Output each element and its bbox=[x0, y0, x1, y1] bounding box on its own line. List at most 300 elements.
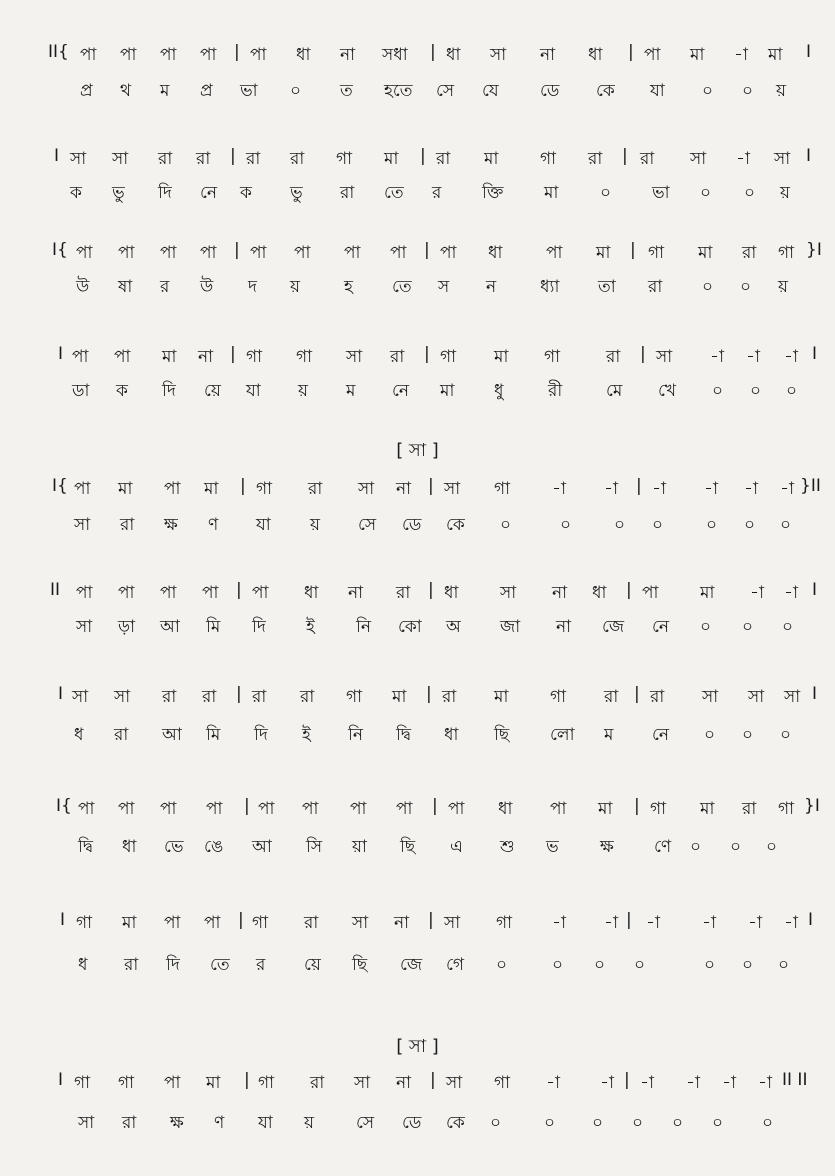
syllable: যা bbox=[246, 381, 261, 401]
syllable: সে bbox=[358, 515, 377, 535]
syllable: ক্ষ bbox=[600, 837, 614, 857]
syllable: ০ bbox=[766, 837, 778, 857]
lyrics-line bbox=[0, 180, 835, 212]
notation-line bbox=[0, 910, 835, 942]
syllable: কো bbox=[398, 617, 422, 637]
syllable: ০ bbox=[634, 955, 646, 975]
syllable: ০ bbox=[614, 515, 626, 535]
syllable: ত bbox=[340, 81, 353, 101]
note: গা bbox=[650, 799, 667, 819]
syllable: ০ bbox=[690, 837, 702, 857]
syllable: জে bbox=[602, 617, 625, 637]
bar-symbol: II{ bbox=[48, 42, 69, 62]
note: গা bbox=[336, 149, 353, 169]
note: গা bbox=[778, 243, 795, 263]
bar-symbol: | bbox=[622, 146, 628, 166]
note: -া bbox=[604, 913, 618, 933]
note: মা bbox=[698, 243, 713, 263]
syllable: দ্বি bbox=[396, 725, 411, 745]
note: না bbox=[348, 583, 364, 603]
note: রা bbox=[252, 687, 267, 707]
note: রা bbox=[290, 149, 305, 169]
syllable: ০ bbox=[702, 81, 714, 101]
note: পা bbox=[546, 243, 563, 263]
notation-line bbox=[0, 796, 835, 828]
syllable: গে bbox=[446, 955, 465, 975]
syllable: ০ bbox=[742, 955, 754, 975]
bar-symbol: I bbox=[812, 580, 818, 600]
syllable: রা bbox=[120, 515, 135, 535]
bar-symbol: I bbox=[58, 1070, 64, 1090]
syllable: সা bbox=[76, 617, 93, 637]
syllable: ০ bbox=[780, 725, 792, 745]
lyrics-line bbox=[0, 378, 835, 410]
bar-symbol: | bbox=[426, 684, 432, 704]
syllable: ভে bbox=[164, 837, 184, 857]
syllable: অ bbox=[446, 617, 461, 637]
note: মা bbox=[162, 347, 177, 367]
note: গা bbox=[496, 913, 513, 933]
note: পা bbox=[644, 45, 661, 65]
bar-symbol: | bbox=[430, 1070, 436, 1090]
notation-line bbox=[0, 684, 835, 716]
notation-line bbox=[0, 240, 835, 272]
syllable: ০ bbox=[552, 955, 564, 975]
note: রা bbox=[202, 687, 217, 707]
syllable: ক্ষ bbox=[164, 515, 178, 535]
syllable: মে bbox=[606, 381, 623, 401]
note: ধা bbox=[446, 45, 461, 65]
note: সা bbox=[774, 149, 791, 169]
syllable: সা bbox=[78, 1113, 95, 1133]
note: সধা bbox=[382, 45, 408, 65]
bar-symbol: | bbox=[234, 240, 240, 260]
syllable: ছি bbox=[352, 955, 368, 975]
syllable: ০ bbox=[780, 515, 792, 535]
syllable: ছি bbox=[494, 725, 510, 745]
note: মা bbox=[690, 45, 705, 65]
syllable: দ bbox=[248, 277, 257, 297]
lyrics-line bbox=[0, 1110, 835, 1142]
syllable: ০ bbox=[778, 955, 790, 975]
syllable: মি bbox=[206, 725, 221, 745]
syllable: দ্বি bbox=[78, 837, 93, 857]
note: রা bbox=[308, 479, 323, 499]
syllable: রা bbox=[124, 955, 139, 975]
bar-symbol: | bbox=[236, 580, 242, 600]
note: পা bbox=[440, 243, 457, 263]
note: পা bbox=[350, 799, 367, 819]
note: পা bbox=[164, 479, 181, 499]
note: গা bbox=[494, 479, 511, 499]
syllable: য় bbox=[310, 515, 321, 535]
note: পা bbox=[642, 583, 659, 603]
syllable: ক bbox=[240, 183, 252, 203]
lyrics-line bbox=[0, 722, 835, 754]
note: গা bbox=[296, 347, 313, 367]
syllable: মা bbox=[544, 183, 559, 203]
note: পা bbox=[72, 347, 89, 367]
note: না bbox=[552, 583, 568, 603]
syllable: য়া bbox=[352, 837, 367, 857]
note: সা bbox=[500, 583, 517, 603]
syllable: কে bbox=[446, 1113, 465, 1133]
syllable: ম bbox=[160, 81, 170, 101]
note: সা bbox=[112, 149, 129, 169]
note: মা bbox=[484, 149, 499, 169]
notation-line bbox=[0, 580, 835, 612]
note: সা bbox=[748, 687, 765, 707]
syllable: ০ bbox=[704, 725, 716, 745]
syllable: ০ bbox=[712, 1113, 724, 1133]
note: রা bbox=[436, 149, 451, 169]
bar-symbol: | bbox=[626, 910, 632, 930]
bar-symbol: I bbox=[812, 344, 818, 364]
syllable: ০ bbox=[560, 515, 572, 535]
note: রা bbox=[246, 149, 261, 169]
note: মা bbox=[122, 913, 137, 933]
bar-symbol: | bbox=[634, 684, 640, 704]
note: গা bbox=[778, 799, 795, 819]
bar-symbol: | bbox=[420, 146, 426, 166]
note: -া bbox=[736, 149, 750, 169]
syllable: ড়া bbox=[118, 617, 136, 637]
syllable: ০ bbox=[700, 617, 712, 637]
syllable: স bbox=[438, 277, 450, 297]
note: -া bbox=[710, 347, 724, 367]
note: -া bbox=[546, 1073, 560, 1093]
syllable: দি bbox=[166, 955, 180, 975]
syllable: আ bbox=[160, 617, 180, 637]
note: সা bbox=[784, 687, 801, 707]
bar-symbol: | bbox=[240, 476, 246, 496]
syllable: ০ bbox=[706, 515, 718, 535]
syllable: ভ bbox=[546, 837, 559, 857]
syllable: য় bbox=[776, 81, 787, 101]
syllable: ই bbox=[302, 725, 311, 745]
notation-line bbox=[0, 146, 835, 178]
note: ধা bbox=[444, 583, 459, 603]
syllable: ভু bbox=[290, 183, 303, 203]
bar-symbol: I bbox=[806, 146, 812, 166]
note: মা bbox=[392, 687, 407, 707]
notation-line bbox=[0, 1070, 835, 1102]
syllable: ০ bbox=[786, 381, 798, 401]
note: গা bbox=[440, 347, 457, 367]
note: ধা bbox=[588, 45, 603, 65]
note: সা bbox=[354, 1073, 371, 1093]
syllable: ০ bbox=[544, 1113, 556, 1133]
note: গা bbox=[256, 479, 273, 499]
note: পা bbox=[200, 243, 217, 263]
note: পা bbox=[250, 45, 267, 65]
syllable: ম bbox=[604, 725, 614, 745]
note: রা bbox=[158, 149, 173, 169]
syllable: রা bbox=[340, 183, 355, 203]
syllable: ডে bbox=[402, 515, 422, 535]
syllable: দি bbox=[252, 617, 266, 637]
note: সা bbox=[444, 479, 461, 499]
note: সা bbox=[656, 347, 673, 367]
syllable: ০ bbox=[744, 515, 756, 535]
bar-symbol: I{ bbox=[56, 796, 72, 816]
syllable: উ bbox=[200, 277, 214, 297]
note: মা bbox=[494, 687, 509, 707]
note: পা bbox=[294, 243, 311, 263]
note: পা bbox=[114, 347, 131, 367]
syllable: ০ bbox=[500, 515, 512, 535]
syllable: এ bbox=[450, 837, 463, 857]
note: সা bbox=[690, 149, 707, 169]
syllable: থ bbox=[120, 81, 132, 101]
note: মা bbox=[768, 45, 783, 65]
syllable: হতে bbox=[384, 81, 413, 101]
syllable: নি bbox=[348, 725, 364, 745]
bar-symbol: | bbox=[624, 1070, 630, 1090]
note: মা bbox=[598, 799, 613, 819]
bar-symbol: | bbox=[230, 146, 236, 166]
syllable: নে bbox=[652, 617, 670, 637]
section-marker: [ সা ] bbox=[396, 1036, 439, 1057]
syllable: নে bbox=[392, 381, 410, 401]
bar-symbol: }II bbox=[800, 476, 821, 496]
note: ধা bbox=[488, 243, 503, 263]
syllable: য় bbox=[298, 381, 309, 401]
note: গা bbox=[494, 1073, 511, 1093]
bar-symbol: | bbox=[424, 240, 430, 260]
note: পা bbox=[390, 243, 407, 263]
note: পা bbox=[344, 243, 361, 263]
syllable: দি bbox=[158, 183, 172, 203]
syllable: ক bbox=[70, 183, 82, 203]
bar-symbol: I bbox=[58, 684, 64, 704]
syllable: মি bbox=[206, 617, 221, 637]
syllable: মা bbox=[440, 381, 455, 401]
note: রা bbox=[310, 1073, 325, 1093]
note: পা bbox=[80, 45, 97, 65]
note: পা bbox=[160, 45, 177, 65]
note: রা bbox=[742, 799, 757, 819]
syllable: ০ bbox=[712, 381, 724, 401]
note: পা bbox=[250, 243, 267, 263]
note: -া bbox=[704, 479, 718, 499]
note: সা bbox=[70, 149, 87, 169]
syllable: ০ bbox=[652, 515, 664, 535]
note: মা bbox=[384, 149, 399, 169]
syllable: ডে bbox=[402, 1113, 422, 1133]
note: পা bbox=[164, 1073, 181, 1093]
bar-symbol: | bbox=[238, 910, 244, 930]
note: ধা bbox=[592, 583, 607, 603]
bar-symbol: | bbox=[244, 796, 250, 816]
syllable: ০ bbox=[762, 1113, 774, 1133]
note: -া bbox=[744, 479, 758, 499]
syllable: যা bbox=[650, 81, 665, 101]
notation-line bbox=[0, 42, 835, 74]
bar-symbol: | bbox=[636, 476, 642, 496]
note: পা bbox=[118, 583, 135, 603]
syllable: যা bbox=[256, 515, 271, 535]
note: গা bbox=[246, 347, 263, 367]
note: সা bbox=[358, 479, 375, 499]
syllable: ০ bbox=[702, 277, 714, 297]
bar-symbol: II II bbox=[782, 1070, 808, 1090]
note: পা bbox=[202, 583, 219, 603]
bar-symbol: I bbox=[806, 42, 812, 62]
syllable: ঙে bbox=[204, 837, 224, 857]
lyrics-line bbox=[0, 512, 835, 544]
syllable: ০ bbox=[742, 725, 754, 745]
syllable: কে bbox=[596, 81, 615, 101]
note: পা bbox=[204, 913, 221, 933]
bar-symbol: | bbox=[234, 42, 240, 62]
syllable: ০ bbox=[592, 1113, 604, 1133]
note: মা bbox=[596, 243, 611, 263]
syllable: তা bbox=[598, 277, 616, 297]
syllable: ক্তি bbox=[482, 183, 504, 203]
note: গা bbox=[648, 243, 665, 263]
syllable: ০ bbox=[740, 277, 752, 297]
note: -া bbox=[702, 913, 716, 933]
syllable: ভা bbox=[240, 81, 258, 101]
syllable: র bbox=[432, 183, 442, 203]
note: পা bbox=[550, 799, 567, 819]
syllable: রা bbox=[114, 725, 129, 745]
syllable: রা bbox=[122, 1113, 137, 1133]
syllable: যা bbox=[258, 1113, 273, 1133]
note: সা bbox=[114, 687, 131, 707]
bar-symbol: | bbox=[626, 580, 632, 600]
note: মা bbox=[700, 799, 715, 819]
syllable: তে bbox=[384, 183, 404, 203]
bar-symbol: I bbox=[58, 344, 64, 364]
syllable: তে bbox=[210, 955, 230, 975]
syllable: ম bbox=[346, 381, 356, 401]
note: -া bbox=[746, 347, 760, 367]
note: পা bbox=[118, 243, 135, 263]
syllable: ০ bbox=[490, 1113, 502, 1133]
syllable: ক bbox=[116, 381, 128, 401]
syllable: সে bbox=[356, 1113, 375, 1133]
note: -া bbox=[750, 583, 764, 603]
syllable: ০ bbox=[704, 955, 716, 975]
note: -া bbox=[686, 1073, 700, 1093]
bar-symbol: I bbox=[60, 910, 66, 930]
note: রা bbox=[300, 687, 315, 707]
note: মা bbox=[118, 479, 133, 499]
syllable: কে bbox=[446, 515, 465, 535]
bar-symbol: | bbox=[430, 42, 436, 62]
syllable: জা bbox=[500, 617, 521, 637]
syllable: ০ bbox=[600, 183, 612, 203]
bar-symbol: | bbox=[432, 796, 438, 816]
syllable: ০ bbox=[742, 81, 754, 101]
note: না bbox=[340, 45, 356, 65]
note: মা bbox=[204, 479, 219, 499]
syllable: ধু bbox=[494, 381, 504, 401]
bar-symbol: }I bbox=[804, 796, 820, 816]
syllable: ০ bbox=[632, 1113, 644, 1133]
syllable: ই bbox=[306, 617, 315, 637]
syllable: ০ bbox=[750, 381, 762, 401]
syllable: প্র bbox=[80, 81, 93, 101]
syllable: দি bbox=[254, 725, 268, 745]
syllable: য় bbox=[290, 277, 301, 297]
syllable: য়ে bbox=[304, 955, 321, 975]
note: রা bbox=[304, 913, 319, 933]
note: -া bbox=[722, 1073, 736, 1093]
bar-symbol: | bbox=[236, 684, 242, 704]
note: পা bbox=[160, 583, 177, 603]
syllable: দি bbox=[162, 381, 176, 401]
syllable: আ bbox=[162, 725, 182, 745]
note: পা bbox=[118, 799, 135, 819]
lyrics-line bbox=[0, 78, 835, 110]
note: -া bbox=[600, 1073, 614, 1093]
note: সা bbox=[702, 687, 719, 707]
note: পা bbox=[252, 583, 269, 603]
note: মা bbox=[494, 347, 509, 367]
note: -া bbox=[552, 479, 566, 499]
note: গা bbox=[544, 347, 561, 367]
syllable: প্র bbox=[200, 81, 213, 101]
section-marker: [ সা ] bbox=[396, 440, 439, 461]
syllable: সি bbox=[306, 837, 323, 857]
lyrics-line bbox=[0, 274, 835, 306]
note: পা bbox=[120, 45, 137, 65]
note: -া bbox=[784, 347, 798, 367]
bar-symbol: | bbox=[630, 240, 636, 260]
syllable: নে bbox=[200, 183, 218, 203]
bar-symbol: }I bbox=[806, 240, 822, 260]
note: পা bbox=[74, 479, 91, 499]
syllable: লো bbox=[550, 725, 575, 745]
note: পা bbox=[200, 45, 217, 65]
syllable: না bbox=[556, 617, 572, 637]
note: না bbox=[394, 913, 410, 933]
note: পা bbox=[206, 799, 223, 819]
syllable: ০ bbox=[290, 81, 302, 101]
note: না bbox=[396, 479, 412, 499]
syllable: ণে bbox=[654, 837, 672, 857]
bar-symbol: | bbox=[628, 42, 634, 62]
syllable: রা bbox=[648, 277, 663, 297]
note: সা bbox=[490, 45, 507, 65]
syllable: ষা bbox=[118, 277, 133, 297]
syllable: য় bbox=[780, 183, 791, 203]
syllable: নি bbox=[356, 617, 372, 637]
note: -া bbox=[646, 913, 660, 933]
lyrics-line bbox=[0, 834, 835, 866]
syllable: সে bbox=[436, 81, 455, 101]
note: -া bbox=[784, 913, 798, 933]
note: গা bbox=[74, 1073, 91, 1093]
syllable: ডা bbox=[72, 381, 90, 401]
note: গা bbox=[76, 913, 93, 933]
note: পা bbox=[76, 583, 93, 603]
bar-symbol: I bbox=[812, 684, 818, 704]
note: -া bbox=[780, 479, 794, 499]
syllable: ডে bbox=[540, 81, 560, 101]
bar-symbol: | bbox=[428, 476, 434, 496]
note: -া bbox=[552, 913, 566, 933]
note: গা bbox=[346, 687, 363, 707]
syllable: ছি bbox=[400, 837, 416, 857]
note: রা bbox=[640, 149, 655, 169]
syllable: ধা bbox=[444, 725, 459, 745]
syllable: ধ্যা bbox=[540, 277, 560, 297]
syllable: ০ bbox=[496, 955, 508, 975]
